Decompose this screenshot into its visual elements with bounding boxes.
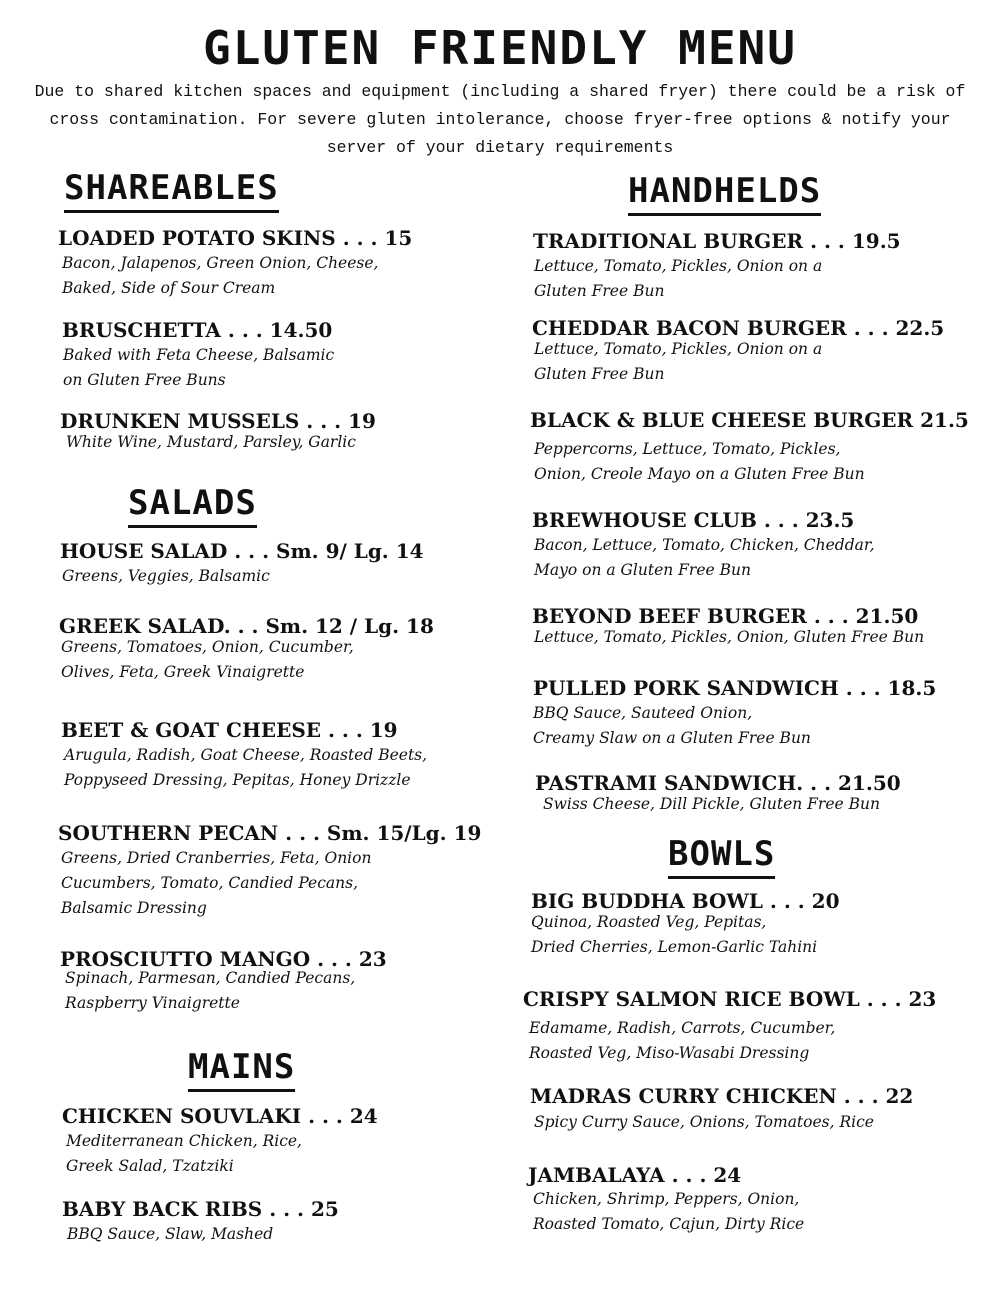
menu-item — [530, 1083, 913, 1135]
section-heading-bowls: BOWLS — [668, 834, 775, 879]
menu-item — [532, 603, 924, 650]
item-description: Baked with Feta Cheese, Balsamic on Gluten Free Buns — [63, 346, 335, 389]
section-heading-shareables: SHAREABLES — [64, 168, 279, 213]
menu-title: GLUTEN FRIENDLY MENU — [203, 21, 797, 75]
item-name: PULLED PORK SANDWICH . . . 18.5 — [533, 676, 937, 700]
menu-item — [62, 1103, 378, 1179]
item-name: BRUSCHETTA . . . 14.50 — [62, 318, 333, 342]
item-description: White Wine, Mustard, Parsley, Garlic — [66, 433, 356, 451]
item-name: JAMBALAYA . . . 24 — [528, 1163, 742, 1187]
item-description: Mediterranean Chicken, Rice, Greek Salad, Tzatziki — [66, 1132, 302, 1175]
menu-item — [523, 986, 936, 1066]
section-heading-salads: SALADS — [128, 483, 257, 528]
item-name: BEYOND BEEF BURGER . . . 21.50 — [532, 604, 919, 628]
item-description: Chicken, Shrimp, Peppers, Onion, Roasted Tomato, Cajun, Dirty Rice — [533, 1190, 805, 1233]
item-name: BREWHOUSE CLUB . . . 23.5 — [532, 508, 855, 532]
menu-item — [528, 1162, 804, 1237]
menu-item — [530, 407, 969, 487]
menu-item — [535, 770, 901, 817]
menu-item — [59, 613, 434, 685]
section-heading-mains: MAINS — [188, 1047, 295, 1092]
menu-item — [532, 315, 944, 387]
item-name: LOADED POTATO SKINS . . . 15 — [58, 226, 413, 250]
item-description: Peppercorns, Lettuce, Tomato, Pickles, Onion, Creole Mayo on a Gluten Free Bun — [534, 440, 865, 483]
item-description: Swiss Cheese, Dill Pickle, Gluten Free Bun — [543, 795, 880, 813]
item-name: BIG BUDDHA BOWL . . . 20 — [531, 889, 840, 913]
menu-item — [58, 820, 481, 921]
section-heading-handhelds: HANDHELDS — [628, 171, 821, 216]
item-description: Greens, Dried Cranberries, Feta, Onion Cucumbers, Tomato, Candied Pecans, Balsamic Dressing — [61, 849, 372, 917]
menu-item — [61, 717, 427, 793]
menu-item — [533, 675, 936, 751]
item-description: Greens, Veggies, Balsamic — [62, 567, 270, 585]
item-description: Bacon, Lettuce, Tomato, Chicken, Cheddar, Mayo on a Gluten Free Bun — [534, 536, 875, 579]
item-description: Edamame, Radish, Carrots, Cucumber, Roasted Veg, Miso-Wasabi Dressing — [529, 1019, 836, 1062]
item-name: DRUNKEN MUSSELS . . . 19 — [60, 409, 376, 433]
item-name: CRISPY SALMON RICE BOWL . . . 23 — [523, 987, 937, 1011]
item-description: BBQ Sauce, Slaw, Mashed — [67, 1225, 274, 1243]
menu-item — [533, 228, 901, 304]
item-name: BABY BACK RIBS . . . 25 — [62, 1197, 339, 1221]
item-description: Lettuce, Tomato, Pickles, Onion on a Gluten Free Bun — [534, 257, 823, 300]
item-description: Spinach, Parmesan, Candied Pecans, Raspberry Vinaigrette — [65, 969, 356, 1012]
item-name: PROSCIUTTO MANGO . . . 23 — [60, 947, 387, 971]
menu-item — [62, 317, 334, 393]
menu-item — [58, 225, 412, 301]
menu-item — [62, 1196, 339, 1247]
item-description: Lettuce, Tomato, Pickles, Onion on a Gluten Free Bun — [534, 340, 823, 383]
menu-item — [531, 888, 840, 960]
item-description: Bacon, Jalapenos, Green Onion, Cheese, Baked, Side of Sour Cream — [62, 254, 379, 297]
item-name: CHICKEN SOUVLAKI . . . 24 — [62, 1104, 378, 1128]
item-name: PASTRAMI SANDWICH. . . 21.50 — [535, 771, 901, 795]
item-description: Greens, Tomatoes, Onion, Cucumber, Olives, Feta, Greek Vinaigrette — [61, 638, 354, 681]
item-name: HOUSE SALAD . . . Sm. 9/ Lg. 14 — [60, 539, 424, 563]
item-description: Arugula, Radish, Goat Cheese, Roasted Beets, Poppyseed Dressing, Pepitas, Honey Drizzle — [64, 746, 428, 789]
menu-item — [60, 538, 424, 589]
item-name: MADRAS CURRY CHICKEN . . . 22 — [530, 1084, 914, 1108]
item-name: BLACK & BLUE CHEESE BURGER 21.5 — [530, 408, 969, 432]
item-name: GREEK SALAD. . . Sm. 12 / Lg. 18 — [59, 614, 434, 638]
menu-item — [60, 946, 387, 1016]
item-description: Lettuce, Tomato, Pickles, Onion, Gluten Free Bun — [534, 628, 925, 646]
cross-contamination-disclaimer: Due to shared kitchen spaces and equipment (including a shared fryer) there could be a risk of cross contamination. For severe gluten intolerance, choose fryer-free options & notify your server of your dietary requirements — [34, 82, 966, 157]
menu-item — [60, 408, 376, 455]
item-name: TRADITIONAL BURGER . . . 19.5 — [533, 229, 901, 253]
item-name: CHEDDAR BACON BURGER . . . 22.5 — [532, 316, 945, 340]
item-name: SOUTHERN PECAN . . . Sm. 15/Lg. 19 — [58, 821, 482, 845]
item-description: Quinoa, Roasted Veg, Pepitas, Dried Cherries, Lemon-Garlic Tahini — [531, 913, 818, 956]
item-name: BEET & GOAT CHEESE . . . 19 — [61, 718, 398, 742]
item-description: BBQ Sauce, Sauteed Onion, Creamy Slaw on a Gluten Free Bun — [533, 704, 811, 747]
menu-item — [532, 507, 875, 583]
item-description: Spicy Curry Sauce, Onions, Tomatoes, Rice — [534, 1113, 874, 1131]
